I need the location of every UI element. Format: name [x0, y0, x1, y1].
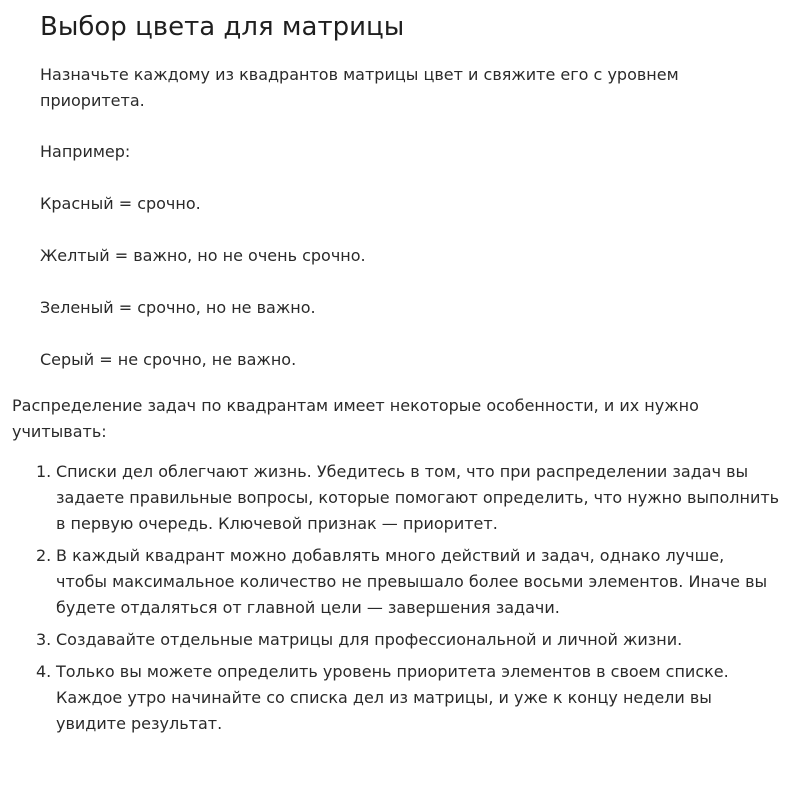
list-item [36, 659, 780, 737]
lead-paragraph: Распределение задач по квадрантам имеет некоторые особенности, и их нужно учитывать: [12, 396, 699, 441]
example-red: Красный = срочно. [40, 194, 201, 213]
list-item-text: Только вы можете определить уровень приоритета элементов в своем списке. Каждое утро начинайте со списка дел из матрицы, и уже к концу недели вы увидите результат. [56, 662, 729, 733]
list-item-text: В каждый квадрант можно добавлять много действий и задач, однако лучше, чтобы максимальное количество не превышало более восьми элементов. Иначе вы будете отдаляться от главной цели — завершения задачи. [56, 546, 768, 617]
list-item [36, 459, 780, 537]
section-heading: Выбор цвета для матрицы [40, 12, 405, 42]
example-yellow: Желтый = важно, но не очень срочно. [40, 246, 366, 265]
features-section [0, 393, 802, 445]
tips-list [0, 459, 802, 737]
list-item-text: Создавайте отдельные матрицы для профессиональной и личной жизни. [56, 630, 683, 649]
list-item [36, 627, 780, 653]
list-item [36, 543, 780, 621]
list-item-number: 3. [36, 630, 52, 649]
list-item-text: Списки дел облегчают жизнь. Убедитесь в том, что при распределении задач вы задаете правильные вопросы, которые помогают определить, что нужно выполнить в первую очередь. Ключевой признак — приоритет. [56, 462, 780, 533]
list-item-number: 2. [36, 546, 52, 565]
list-item-number: 1. [36, 462, 52, 481]
list-item-number: 4. [36, 662, 52, 681]
example-green: Зеленый = срочно, но не важно. [40, 298, 316, 317]
intro-paragraph: Назначьте каждому из квадрантов матрицы цвет и свяжите его с уровнем приоритета. [40, 65, 679, 110]
example-gray: Серый = не срочно, не важно. [40, 350, 297, 369]
example-list [40, 139, 782, 373]
example-label: Например: [40, 142, 131, 161]
color-section [0, 0, 802, 373]
